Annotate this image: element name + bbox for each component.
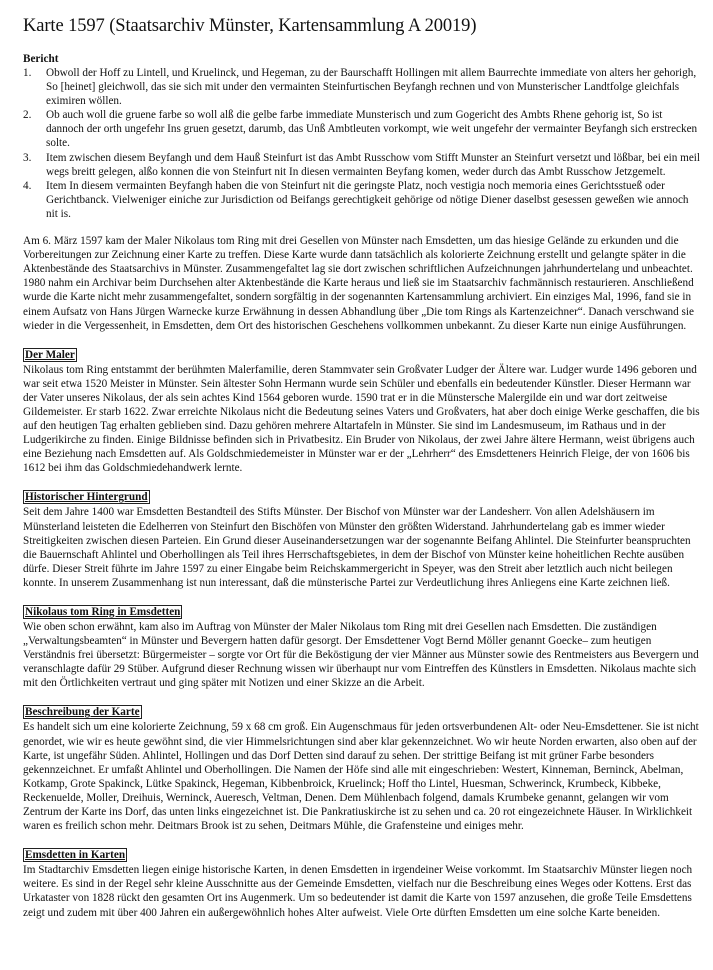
section-text: Seit dem Jahre 1400 war Emsdetten Bestandteil des Stifts Münster. Der Bischof von Münster war der Landesherr. Von allen Adelshäusern im Münsterland leisteten die Edelherren von Steinfurt den Bischöfen von Münster den größten Widerstand. Jahrhundertelang gab es immer wieder Streitigkeiten zwischen diesen Parteien. Ein Grund dieser Auseinandersetzungen war der sogenannte Beifang Ahlintel. Die Steinfurter beanspruchten die Bauernschaft Ahlintel und Oberhollingen als Teil ihres Herrschaftsgebietes, in dem der Bischof von Münster keine hoheitlichen Rechte ausüben dürfe. Dieser Streit führte im Jahre 1597 zu einer Eingabe beim Reichskammergericht in Speyer, was den Streit aber letztlich auch nicht beilegen konnte. In unserem Zusammenhang ist nun interessant, daß die münsterische Partei zur Verdeutlichung ihres Anliegens eine Karte zeichnen ließ. (23, 506, 691, 589)
bericht-item (23, 179, 703, 221)
bericht-block (23, 52, 703, 221)
item-text: Item In diesem vermainten Beyfangh haben die von Steinfurt nit die geringste Platz, noch vestigia noch memoria eines Gerichtsstueß oder Gerichtbanck. Vielweniger einiche zur Jurisdiction od Beifangs gerechtigkeit gehörige od nötige Diener daselbst gesessen geweßen wie annoch nit is. (46, 179, 689, 220)
section-heading: Nikolaus tom Ring in Emsdetten (25, 606, 181, 618)
section-text: Es handelt sich um eine kolorierte Zeichnung, 59 x 68 cm groß. Ein Augenschmaus für jeden ortsverbundenen Alt- oder Neu-Emsdettener. Sie ist nicht genordet, wie wir es heute gewöhnt sind, die vier Himmelsrichtungen sind aber klar gekennzeichnet. Wo wir heute Norden erwarten, also oben auf der Karte, ist ungefähr Süden. Ahlintel, Hollingen und das Dorf Detten sind darauf zu sehen. Der strittige Beifang ist mit grüner Farbe besonders gekennzeichnet. Er umfaßt Ahlintel und Oberhollingen. Die Namen der Höfe sind alle mit eingeschrieben: Westert, Kinneman, Berninck, Abelman, Kotkamp, Grote Spakinck, Lütke Spakinck, Hegeman, Kibbenbroick, Kruelinck; Hoff tho Lintel, Huesman, Schwerinck, Krumbeck, Kibbeke, Reckenuelde, Moller, Dreihuis, Werninck, Aueresch, Veltman, Denen. Dem Mühlenbach folgend, damals Krumbeke genannt, gelangen wir vom Zentrum der Karte ins Dorf, das unten links eingezeichnet ist. Die Pankratiuskirche ist zu sehen und ca. 20 rot eingezeichnete Häuser. In Wirklichkeit waren es freilich schon mehr. Deitmars Brook ist zu sehen, Deitmars Mühle, die Grafensteine und einiges mehr. (23, 721, 699, 833)
section-text: Wie oben schon erwähnt, kam also im Auftrag von Münster der Maler Nikolaus tom Ring mit drei Gesellen nach Emsdetten. Die zuständigen „Verwaltungsbeamten“ in Münster und Bevergern hatten dafür gesorgt. Der Emsdettener Vogt Bernd Möller genannt Goecke– zum heutigen Verständnis frei übersetzt: Bürgermeister – sorgte vor Ort für die Beköstigung der vier Männer aus Münster sowie des Rentmeisters aus Bevergern und veranschlagte dafür 29 Stüber. Aufgrund dieser Rechnung wissen wir überhaupt nur vom Eintreffen des Künstlers in Emsdetten. Nikolaus machte sich mit den Örtlichkeiten vertraut und ging später mit Notizen und einer Skizze an die Arbeit. (23, 621, 699, 690)
bericht-item (23, 151, 703, 179)
section-text: Im Stadtarchiv Emsdetten liegen einige historische Karten, in denen Emsdetten in irgendeiner Weise vorkommt. Im Staatsarchiv Münster liegen noch weitere. Es sind in der Regel sehr kleine Ausschnitte aus der Gemeinde Emsdetten, vielfach nur die Beschreibung eines Weges oder Kottens. Erst das Urkataster von 1828 rückt den gesamten Ort ins Augenmerk. Um so bedeutender ist damit die Karte von 1597 anzusehen, die große Teile Emsdettens zeigt und zudem mit über 400 Jahren ein außergewöhnlich hohes Alter aufweist. Viele Orte dürften Emsdetten um eine solche Karte beneiden. (23, 864, 693, 919)
document-title: Karte 1597 (Staatsarchiv Münster, Kartensammlung A 20019) (23, 16, 477, 36)
item-text: Item zwischen diesem Beyfangh und dem Hauß Steinfurt ist das Ambt Russchow vom Stifft Munster an Steinfurt versetzt und lößbar, bei ein meil wegs breitt gelegen, alßo konnen die von Steinfurt nit In diesen vermainten Beyfang komen, weder durch das Ambt Russchow Jetzgemelt. (46, 151, 701, 178)
item-number: 3. (23, 151, 32, 164)
section-heading: Der Maler (25, 348, 75, 361)
item-text: Obwoll der Hoff zu Lintell, und Kruelinck, und Hegeman, zu der Baurschafft Hollingen mit allem Baurrechte immediate von alters her gehorigh, So [heinet] gleichwoll, das sie sich mit under den vermainten Steinfurtischen Beyfangh rechnen und von Munsterischer Landtfolge gleichfals eximiren wöllen. (46, 67, 697, 108)
section-heading: Historischer Hintergrund (25, 491, 148, 504)
section-heading: Emsdetten in Karten (25, 849, 126, 862)
item-number: 4. (23, 179, 32, 192)
item-number: 1. (23, 67, 32, 79)
bericht-list (23, 66, 703, 221)
item-number: 2. (23, 109, 32, 122)
section-text: Nikolaus tom Ring entstammt der berühmten Malerfamilie, deren Stammvater sein Großvater Ludger der Ältere war. Ludger wurde 1496 geboren und war seit etwa 1520 Meister in Münster. Sein ältester Sohn Hermann wurde sein Schüler und ebenfalls ein bedeutender Künstler. Dieser Hermann war der Vater unseres Nikolaus, der als sein achtes Kind 1564 geboren wurde. 1590 trat er in die Münstersche Malergilde ein und war dort zeitweise Gildemeister. Er starb 1622. Zwar erreichte Nikolaus nicht die Bedeutung seines Vaters und Großvaters, hat aber doch einige Werke geschaffen, die bis auf den heutigen Tag erhalten geblieben sind. Dazu gehören mehrere Altartafeln in Münster. Sie sind im Landesmuseum, im Rathaus und in der Ludgerikirche zu finden. Einige Bildnisse befinden sich in Privatbesitz. Ein Bruder von Nikolaus, der zwei Jahre ältere Hermann, weist übrigens auch eine Beziehung nach Emsdetten auf. Als Goldschmiedemeister in Münster war er der „Lehrherr“ des Emsdetteners Heinrich Fleige, der von 1606 bis 1612 bei ihm das Goldschmiedehandwerk lernte. (23, 363, 700, 475)
intro-paragraph: Am 6. März 1597 kam der Maler Nikolaus tom Ring mit drei Gesellen von Münster nach Emsdetten, um das hiesige Gelände zu erkunden und die Vorbereitungen zur Zeichnung einer Karte zu treffen. Diese Karte wurde dann tatsächlich als kolorierte Zeichnung erstellt und gelangte später in die Aktenbestände des Staatsarchivs in Münster. Zusammengefaltet lag sie dort zwischen schriftlichen Aufzeichnungen jahrhundertelang und unbeachtet. 1980 nahm ein Archivar beim Durchsehen alter Aktenbestände die Karte heraus und ließ sie im Staatsarchiv fachmännisch restaurieren. Anschließend wurde die Karte nicht mehr zusammengefaltet, sondern sorgfältig in der sogenannten Kartensammlung archiviert. Ein einziges Mal, 1996, fand sie in einem Aufsatz von Hans Jürgen Warnecke kurze Erwähnung in dessen Abhandlung über „Die tom Rings als Kartenzeichner“. Danach verschwand sie wieder in die Vergessenheit, in Emsdetten, dem Ort des historischen Geschehens vollkommen unbekannt. Zu dieser Karte nun einige Ausführungen. (23, 235, 694, 332)
bericht-heading: Bericht (23, 53, 59, 65)
section-beschreibung-der-karte (23, 702, 703, 833)
item-text: Ob auch woll die gruene farbe so woll alß die gelbe farbe immediate Munsterisch und zum Gogericht des Ambts Rhene gehorig ist, So ist dannoch der orth ungefehr Ins gruen gesetzt, darumb, das Unß Ambtleuten vorkompt, wie weit ungefehr der vermainter Beyfangh sich erstrecken solte. (46, 109, 698, 150)
section-heading: Beschreibung der Karte (25, 706, 140, 719)
section-nikolaus-in-emsdetten (23, 602, 703, 690)
section-historischer-hintergrund (23, 487, 703, 590)
bericht-item (23, 66, 703, 108)
section-der-maler (23, 345, 703, 476)
section-emsdetten-in-karten (23, 845, 703, 919)
bericht-item (23, 108, 703, 150)
document-page (23, 14, 703, 920)
